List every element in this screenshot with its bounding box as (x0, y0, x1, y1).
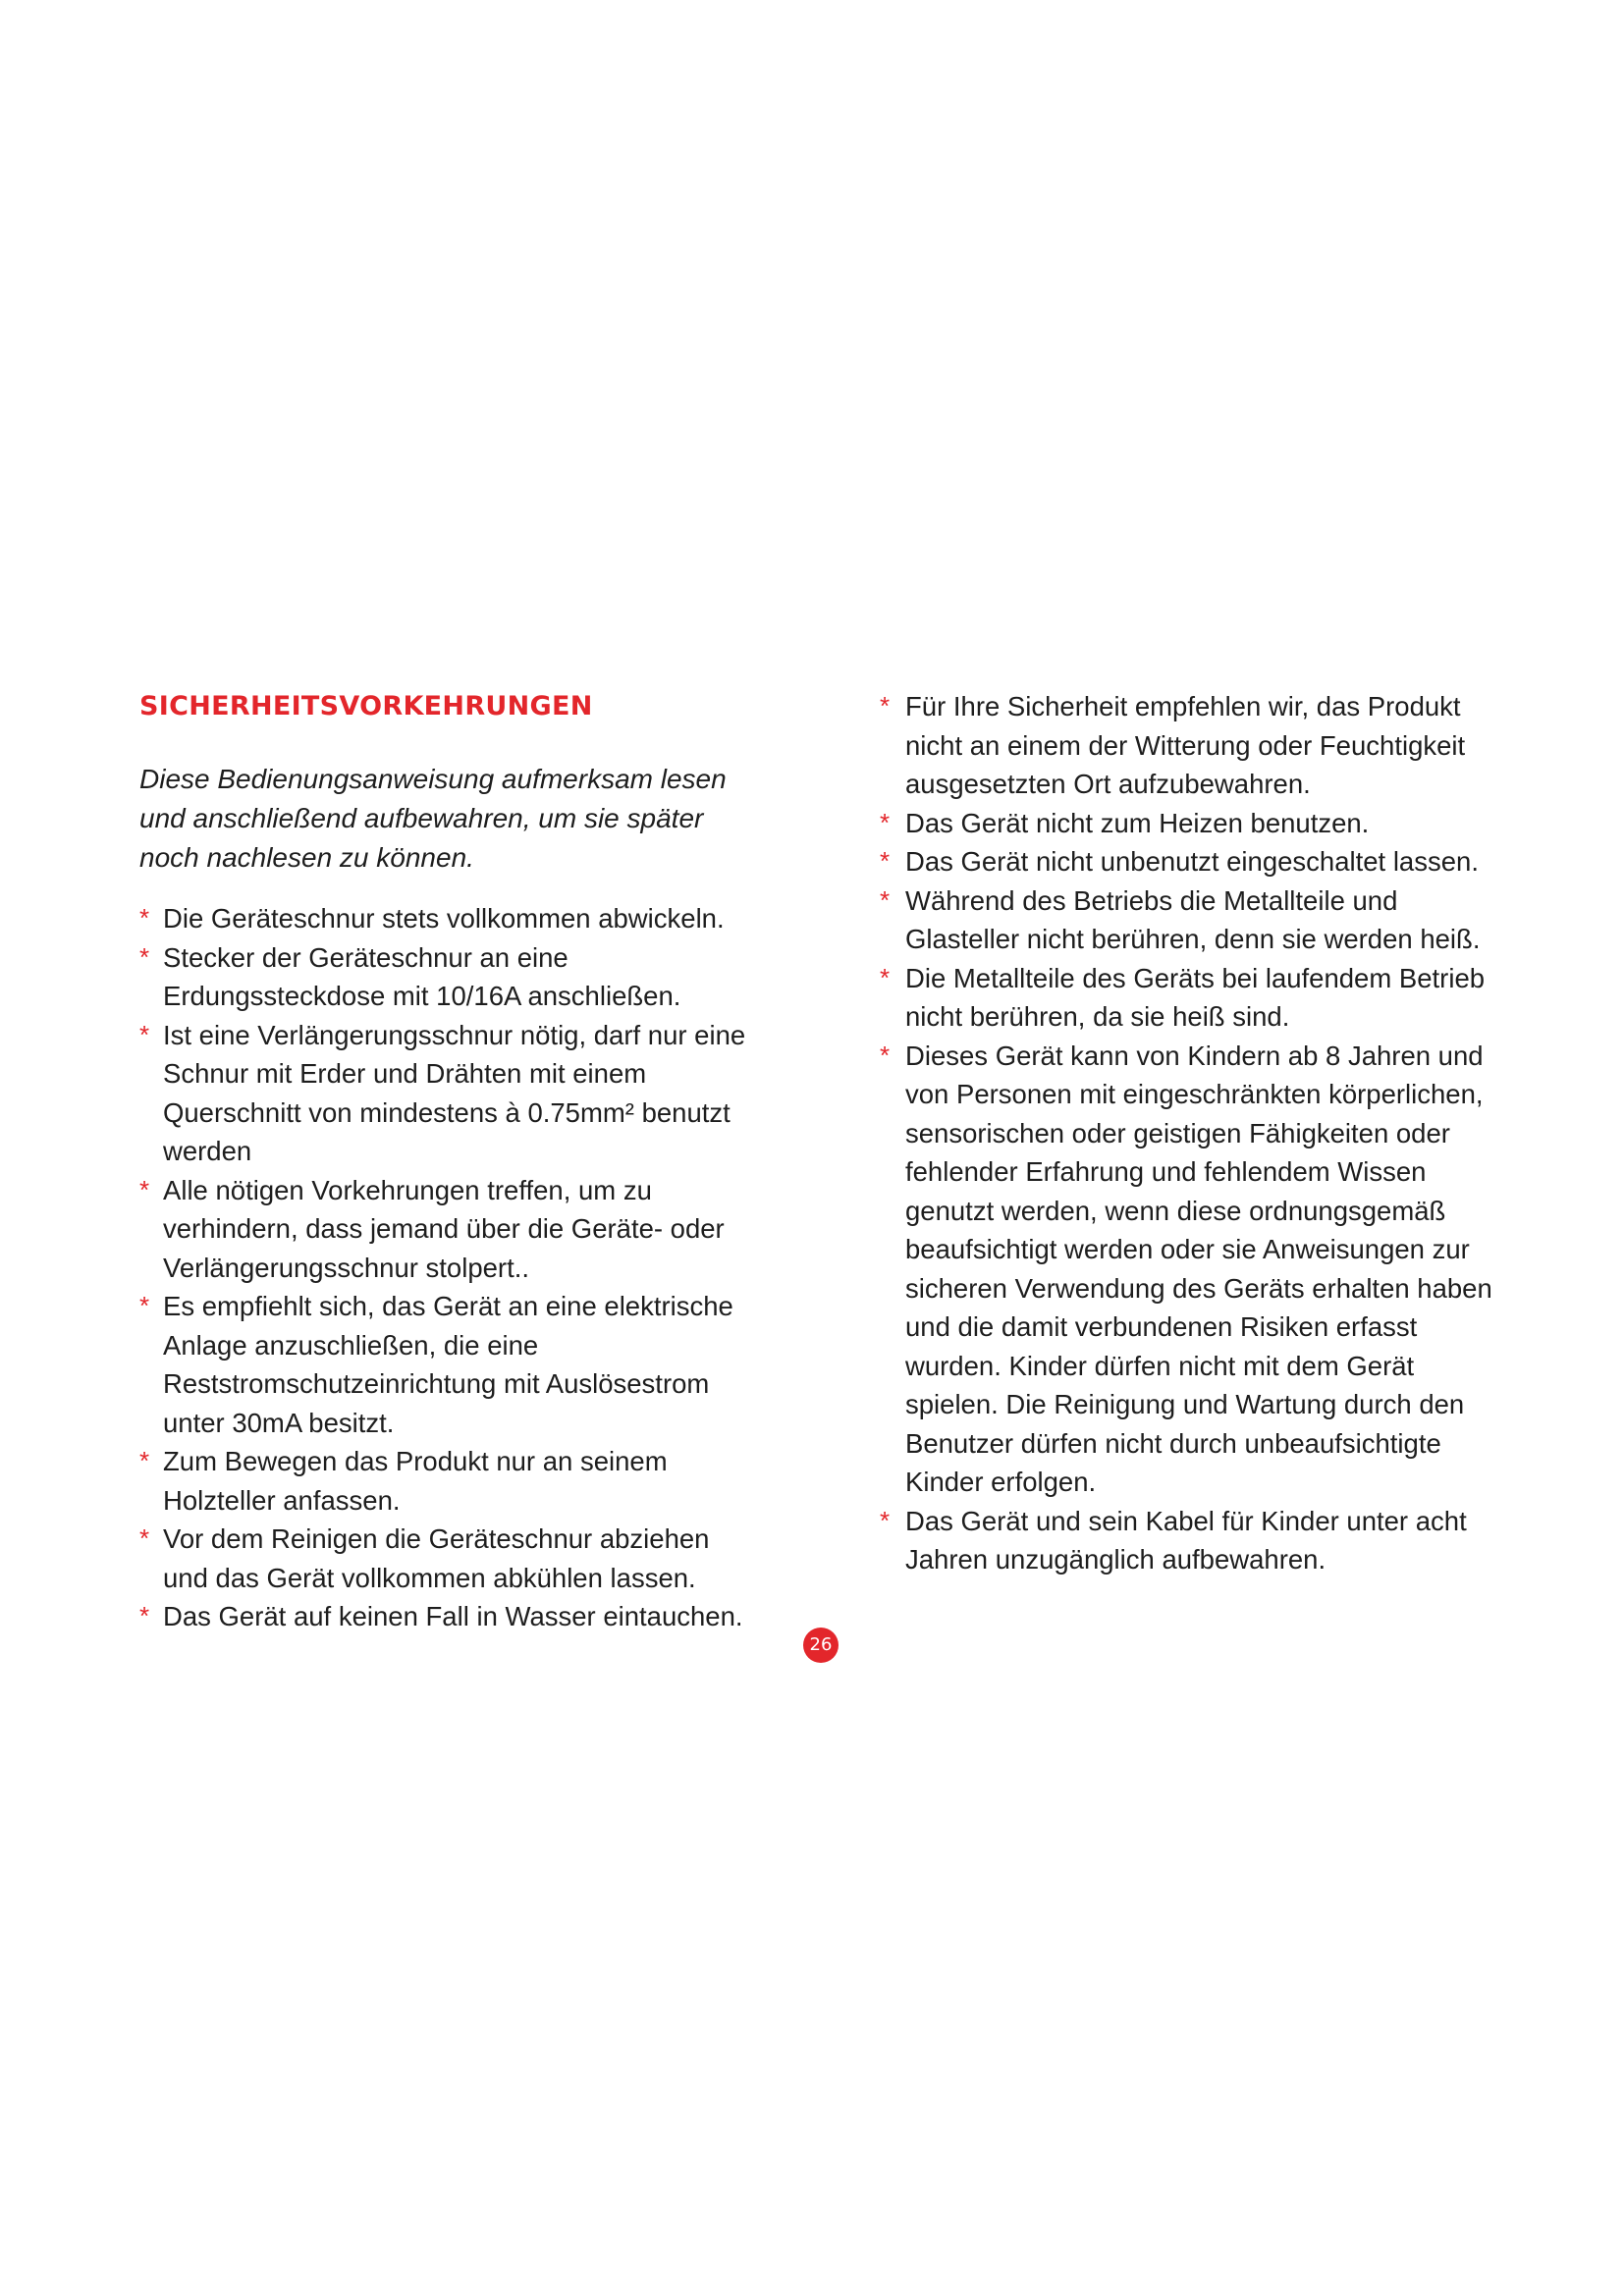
intro-paragraph: Diese Bedienungsanweisung aufmerksam lesen und anschließend aufbewahren, um sie später noch nachlesen zu können. (139, 764, 727, 873)
list-item (139, 1520, 758, 1597)
list-item-text: Ist eine Verlängerungsschnur nötig, darf nur eine Schnur mit Erder und Drähten mit einem Querschnitt von mindestens à 0.75mm² benutzt werden (163, 1019, 746, 1166)
asterisk-bullet-icon: * (880, 1505, 891, 1535)
list-item (139, 899, 758, 938)
asterisk-bullet-icon: * (880, 884, 891, 915)
asterisk-bullet-icon: * (139, 1523, 150, 1553)
list-item-text: Die Metallteile des Geräts bei laufendem Betrieb nicht berühren, da sie heiß sind. (905, 962, 1486, 1032)
list-item-text: Das Gerät nicht zum Heizen benutzen. (905, 807, 1370, 838)
section-heading: SICHERHEITSVORKEHRUNGEN (139, 691, 593, 721)
right-column (880, 687, 1498, 1579)
list-item-text: Die Geräteschnur stets vollkommen abwickeln. (163, 903, 725, 934)
list-item (139, 1171, 758, 1288)
list-item (139, 1287, 758, 1442)
asterisk-bullet-icon: * (880, 846, 891, 876)
list-item-text: Das Gerät auf keinen Fall in Wasser eintauchen. (163, 1601, 743, 1631)
list-item (880, 687, 1498, 804)
list-item-text: Das Gerät und sein Kabel für Kinder unter acht Jahren unzugänglich aufbewahren. (905, 1505, 1467, 1575)
asterisk-bullet-icon: * (139, 1291, 150, 1320)
list-item (880, 804, 1498, 843)
list-item-text: Während des Betriebs die Metallteile und Glasteller nicht berühren, denn sie werden heiß. (905, 884, 1481, 954)
list-item (139, 1442, 758, 1520)
asterisk-bullet-icon: * (139, 941, 150, 972)
list-item-text: Alle nötigen Vorkehrungen treffen, um zu verhindern, dass jemand über die Geräte- oder Verlängerungsschnur stolpert.. (163, 1174, 725, 1283)
list-item (139, 938, 758, 1016)
safety-list-left (139, 899, 758, 1636)
list-item (139, 1597, 758, 1636)
left-column (139, 687, 758, 1636)
list-item-text: Zum Bewegen das Produkt nur an seinem Holzteller anfassen. (163, 1446, 668, 1516)
list-item (880, 842, 1498, 881)
asterisk-bullet-icon: * (880, 691, 891, 721)
list-item-text: Das Gerät nicht unbenutzt eingeschaltet lassen. (905, 846, 1479, 877)
asterisk-bullet-icon: * (139, 1174, 150, 1204)
list-item (880, 959, 1498, 1037)
list-item-text: Vor dem Reinigen die Geräteschnur abziehen und das Gerät vollkommen abkühlen lassen. (163, 1523, 710, 1593)
list-item-text: Stecker der Geräteschnur an eine Erdungssteckdose mit 10/16A anschließen. (163, 941, 681, 1011)
list-item-text: Es empfiehlt sich, das Gerät an eine elektrische Anlage anzuschließen, die eine Reststromschutzeinrichtung mit Auslösestrom unter 30mA besitzt. (163, 1291, 733, 1438)
list-item (139, 1016, 758, 1171)
asterisk-bullet-icon: * (880, 1040, 891, 1070)
safety-list-right (880, 687, 1498, 1579)
list-item-text: Für Ihre Sicherheit empfehlen wir, das Produkt nicht an einem der Witterung oder Feuchtigkeit ausgesetzten Ort aufzubewahren. (905, 691, 1466, 799)
page-number-badge: 26 (803, 1628, 839, 1663)
asterisk-bullet-icon: * (880, 962, 891, 992)
asterisk-bullet-icon: * (139, 903, 150, 933)
list-item (880, 881, 1498, 959)
list-item (880, 1502, 1498, 1579)
asterisk-bullet-icon: * (139, 1446, 150, 1475)
list-item (880, 1037, 1498, 1502)
asterisk-bullet-icon: * (880, 807, 891, 837)
asterisk-bullet-icon: * (139, 1019, 150, 1049)
asterisk-bullet-icon: * (139, 1601, 150, 1630)
list-item-text: Dieses Gerät kann von Kindern ab 8 Jahren und von Personen mit eingeschränkten körperlichen, sensorischen oder geistigen Fähigkeiten oder fehlender Erfahrung und fehlendem Wissen genutzt werden, wenn diese ordnungsgemäß beaufsichtigt werden oder sie Anweisungen zur sicheren Verwendung des Geräts erhalten haben und die damit verbundenen Risiken erfasst wurden. Kinder dürfen nicht mit dem Gerät spielen. Die Reinigung und Wartung durch den Benutzer dürfen nicht durch unbeaufsichtigte Kinder erfolgen. (905, 1040, 1492, 1497)
